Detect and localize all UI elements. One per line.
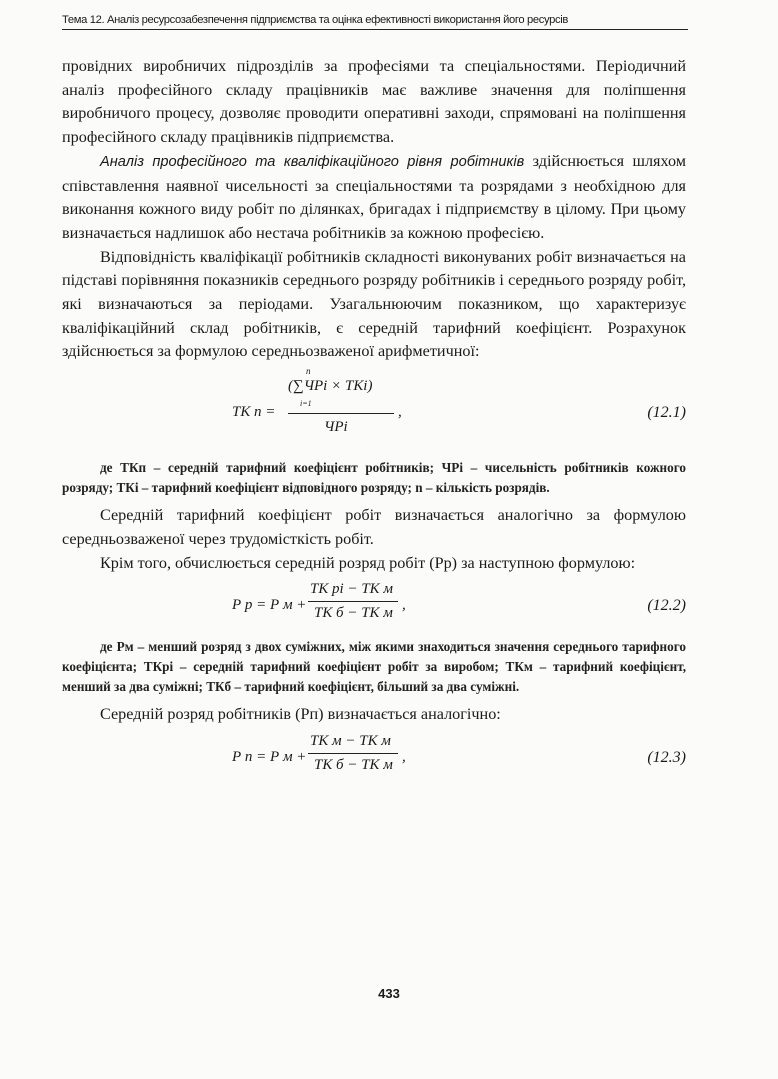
- page-body: [62, 55, 686, 787]
- formula-12-2-numerator: ТК рі − ТК м: [310, 581, 393, 598]
- paragraph-4: Середній тарифний коефіцієнт робіт визначається аналогічно за формулою середньозваженої через трудомісткість робіт.: [62, 506, 686, 548]
- formula-12-3-tail: ,: [402, 748, 406, 765]
- formula-12-1-sum-bottom: і=1: [300, 399, 312, 409]
- formula-12-3-denominator: ТК б − ТК м: [314, 756, 393, 773]
- where-clause-1: де ТКп – середній тарифний коефіцієнт робітників; ЧРі – чисельність робітників кожного розряду; ТКі – тарифний коефіцієнт відповідного розряду; n – кількість розрядів.: [62, 460, 686, 496]
- formula-12-3-lhs: Р п = Р м +: [232, 748, 307, 765]
- formula-12-1-denominator: ЧРі: [324, 419, 348, 436]
- paragraph-2-rest: здійснюється шляхом співставлення наявної чисельності за спеціальностями та розрядами з необхідною для виконання кожного виду робіт по ділянках, бригадах і підприємству в цілому. При цьому визначається надлишок або нестача робітників за кожною професією.: [62, 151, 686, 242]
- formula-12-1: [62, 364, 686, 458]
- formula-12-3: [62, 727, 686, 787]
- formula-12-2-number: (12.2): [647, 597, 686, 615]
- formula-12-2-denominator: ТК б − ТК м: [314, 605, 393, 622]
- paragraph-2-lead: Аналіз професійного та кваліфікаційного рівня робітників: [100, 153, 525, 170]
- where-clause-2: де Рм – менший розряд з двох суміжних, між якими знаходиться значення середнього тарифного коефіцієнта; ТКрі – середній тарифний коефіцієнт робіт за виробом; ТКм – тарифний коефіцієнт, менший за два суміжні; ТКб – тарифний коефіцієнт, більший за два суміжні.: [62, 639, 686, 695]
- formula-12-1-lhs: ТК п =: [232, 404, 276, 421]
- formula-12-1-number: (12.1): [647, 404, 686, 422]
- formula-12-3-numerator: ТК м − ТК м: [310, 732, 391, 749]
- formula-12-2: [62, 575, 686, 637]
- formula-12-1-numerator: (∑ЧРі × ТКі): [288, 378, 373, 395]
- formula-12-1-fraction-line: [288, 413, 394, 414]
- formula-12-2-tail: ,: [402, 597, 406, 614]
- formula-12-3-fraction-line: [308, 753, 398, 754]
- paragraph-1: провідних виробничих підрозділів за професіями та спеціальностями. Періодичний аналіз професійного складу працівників має важливе значення для поліпшення виробничого процесу, дозволяє проводити оперативні заходи, спрямовані на поліпшення професійного складу працівників підприємства.: [62, 57, 686, 147]
- paragraph-5: Крім того, обчислюється середній розряд робіт (Рр) за наступною формулою:: [100, 553, 636, 572]
- formula-12-1-sum-top: n: [306, 366, 311, 377]
- page-number: 433: [378, 986, 400, 1001]
- formula-12-3-number: (12.3): [647, 748, 686, 766]
- paragraph-2: [62, 150, 686, 246]
- formula-12-2-lhs: Р р = Р м +: [232, 597, 307, 614]
- formula-12-1-tail: ,: [398, 404, 402, 421]
- paragraph-6: Середній розряд робітників (Рп) визначається аналогічно:: [100, 705, 501, 724]
- formula-12-2-fraction-line: [308, 601, 398, 602]
- paragraph-3: Відповідність кваліфікації робітників складності виконуваних робіт визначається на підставі порівняння показників середнього розряду робітників і середнього розряду робіт, які визначаються за періодами. Узагальнюючим показником, що характеризує кваліфікаційний склад робітників, є середній тарифний коефіцієнт. Розрахунок здійснюється за формулою середньозваженої арифметичної:: [62, 247, 686, 361]
- running-header: Тема 12. Аналіз ресурсозабезпечення підприємства та оцінка ефективності використання його ресурсів: [62, 14, 688, 30]
